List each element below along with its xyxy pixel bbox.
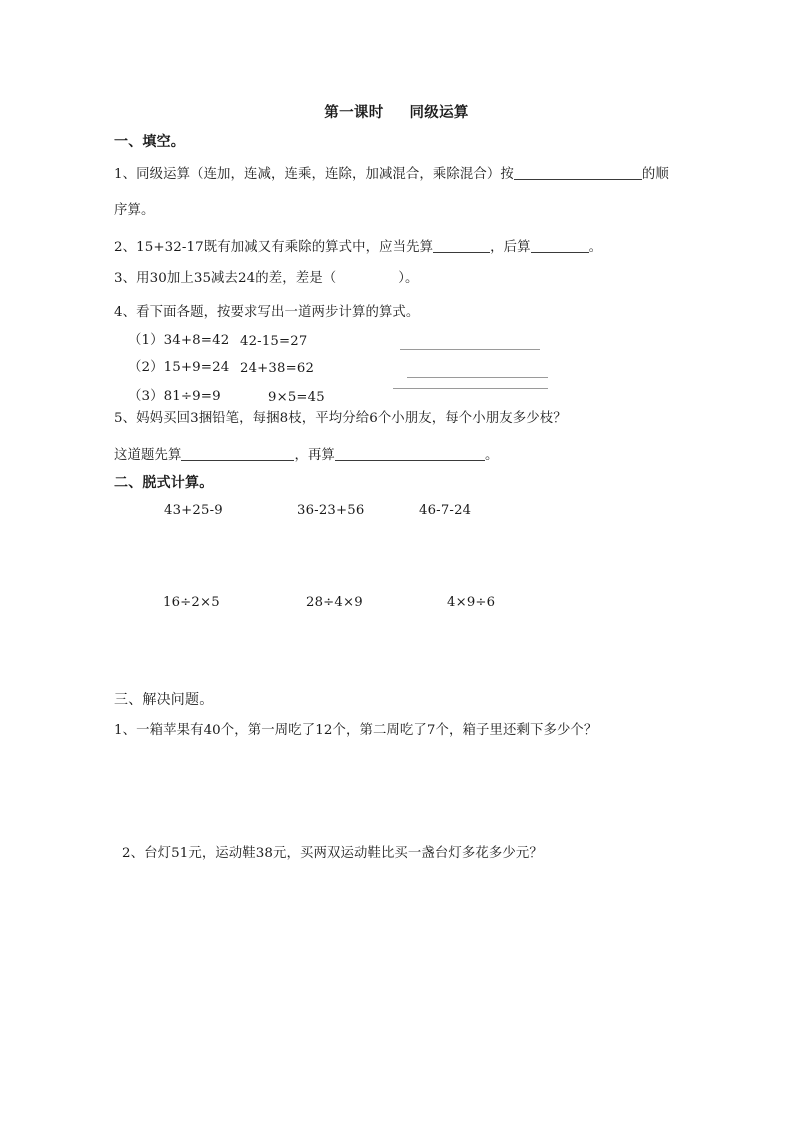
title-lesson: 第一课时: [324, 104, 384, 121]
answer-middle: ，再算: [294, 448, 335, 463]
row-equation-a: 81÷9=9: [163, 389, 221, 404]
calc-expression: 28÷4×9: [306, 595, 363, 610]
answer-suffix: 。: [484, 448, 499, 463]
question-1-1-tail: 的顺: [641, 167, 669, 182]
question-1-3-text: 3、用30加上35减去24的差，差是（: [114, 271, 337, 286]
row-label: （3）: [128, 389, 164, 404]
calc-expression: 4×9÷6: [447, 595, 496, 610]
page-title: [0, 101, 793, 122]
question-1-1-text: 1、同级运算（连加，连减，连乘，连除，加减混合，乘除混合）按: [114, 167, 514, 182]
answer-prefix: 这道题先算: [114, 448, 182, 463]
question-1-4-prompt: 4、看下面各题，按要求写出一道两步计算的算式。: [114, 305, 420, 320]
fill-blank[interactable]: [514, 165, 642, 180]
calc-expression: 16÷2×5: [163, 595, 220, 610]
question-1-3-tail: ）。: [398, 271, 419, 286]
fill-blank[interactable]: [335, 446, 485, 461]
section-heading-two: 二、脱式计算。: [114, 475, 214, 491]
fill-blank[interactable]: [531, 238, 589, 253]
question-3-1: 1、一箱苹果有40个，第一周吃了12个，第二周吃了7个，箱子里还剩下多少个？: [114, 723, 598, 738]
fill-blank[interactable]: [433, 238, 490, 253]
section-heading-three: 三、解决问题。: [114, 692, 214, 708]
question-1-2-tail: 。: [588, 240, 603, 255]
row-equation-a: 34+8=42: [163, 333, 230, 348]
question-1-2: [114, 238, 602, 254]
question-3-2: 2、台灯51元，运动鞋38元，买两双运动鞋比买一盏台灯多花多少元？: [122, 846, 543, 861]
row-equation-b: 9×5=45: [268, 390, 325, 405]
title-topic: 同级运算: [409, 104, 469, 121]
question-1-5-prompt: 5、妈妈买回3捆铅笔，每捆8枝，平均分给6个小朋友，每个小朋友多少枝？: [114, 411, 567, 426]
row-label: （1）: [128, 333, 164, 348]
question-1-2-text: 2、15+32-17既有加减又有乘除的算式中，应当先算: [114, 240, 434, 255]
question-1-4-row-3: [128, 390, 221, 403]
row-label: （2）: [128, 360, 164, 375]
question-1-4-row-1: [128, 334, 229, 347]
row-equation-a: 15+9=24: [163, 360, 230, 375]
answer-rule[interactable]: [393, 388, 548, 389]
question-1-2-mid: ，后算: [490, 240, 531, 255]
calc-expression: 36-23+56: [297, 503, 365, 518]
question-1-4-row-2: [128, 361, 229, 374]
fill-blank[interactable]: [181, 446, 294, 461]
section-heading-one: 一、填空。: [114, 134, 185, 150]
calc-expression: 43+25-9: [164, 503, 223, 518]
answer-rule[interactable]: [400, 349, 540, 350]
row-equation-b: 24+38=62: [240, 361, 315, 376]
question-1-1-wrap: 序算。: [114, 203, 155, 218]
calc-expression: 46-7-24: [419, 503, 472, 518]
row-equation-b: 42-15=27: [240, 334, 308, 349]
question-1-1: [114, 165, 669, 181]
question-1-3: [114, 272, 419, 285]
question-1-5-answer: [114, 446, 498, 462]
answer-rule[interactable]: [407, 377, 548, 378]
